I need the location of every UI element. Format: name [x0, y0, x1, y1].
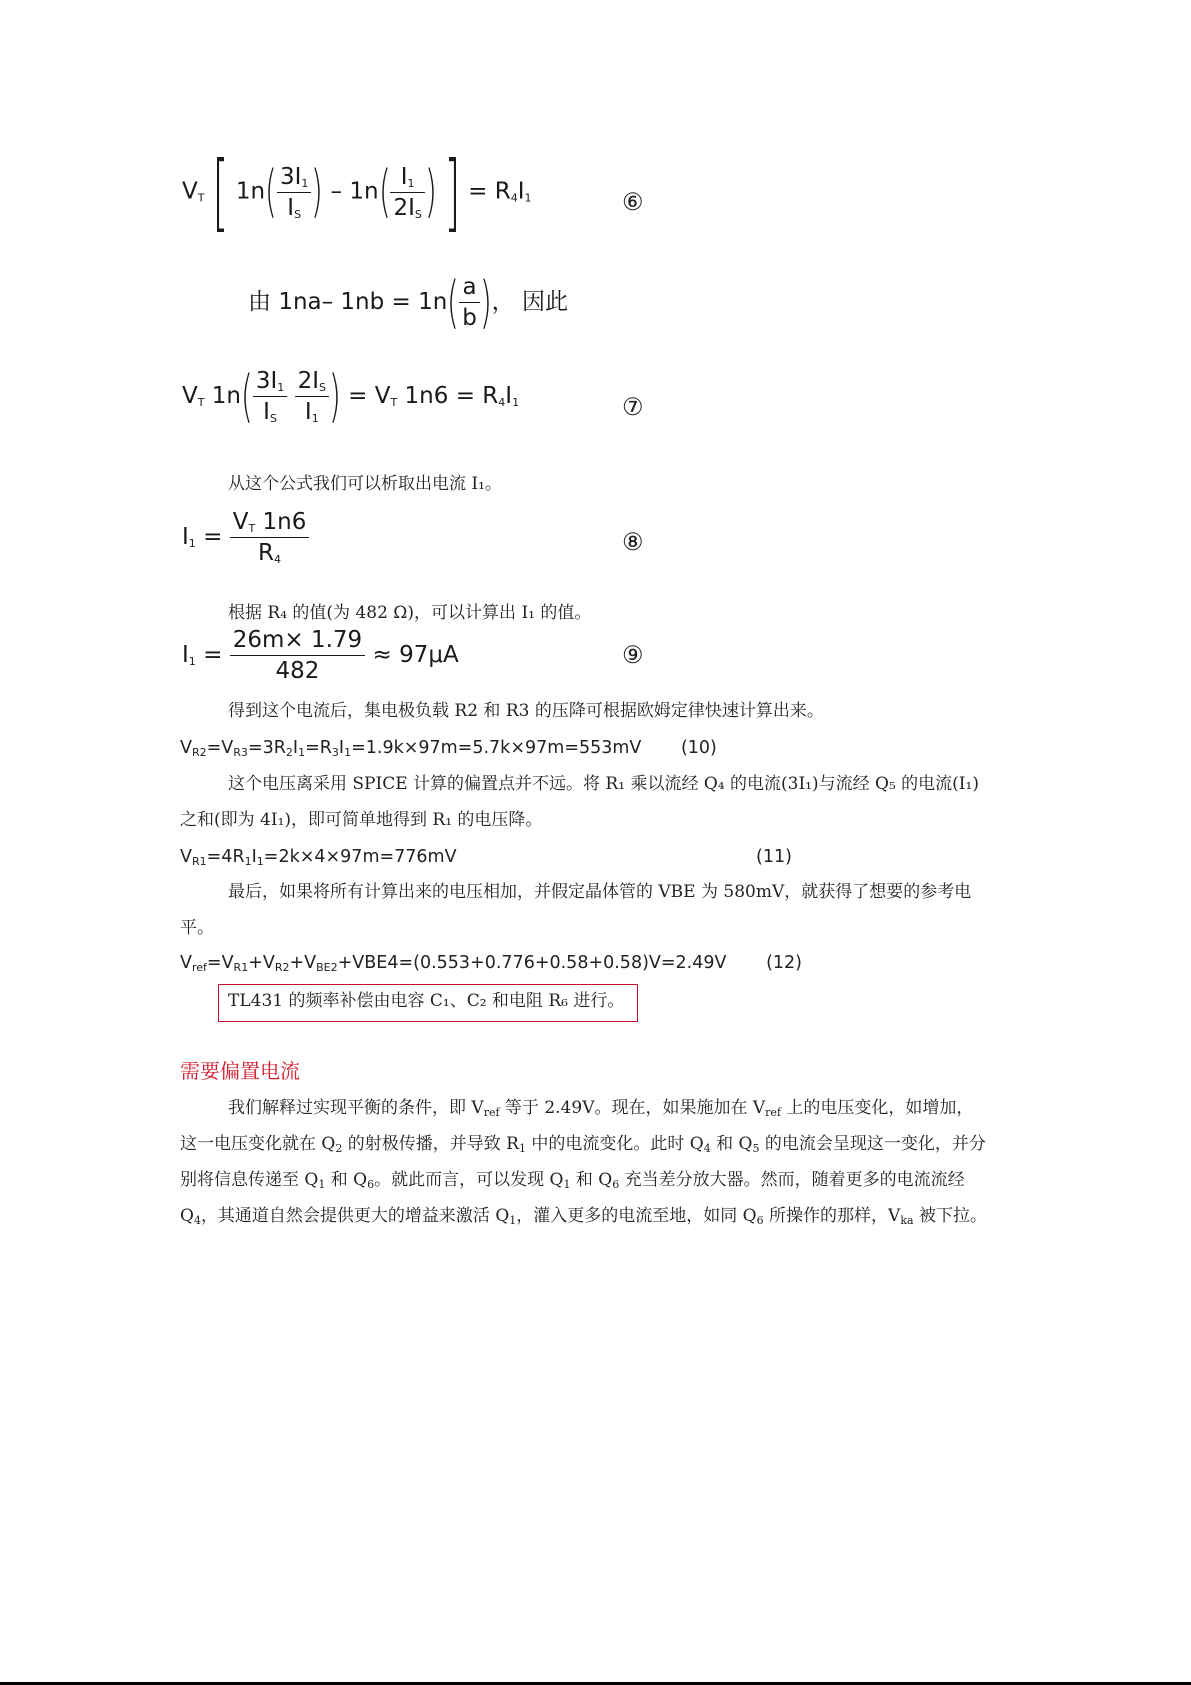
paragraph-bias-line3: 别将信息传递至 $Q_1$ 和 $Q_6$。就此而言，可以发现 $Q_1$ 和 $Q_6$ 充当差分放大器。然而，随着更多的电流流经 [180, 1170, 965, 1191]
equation-6-number: ⑥ [622, 188, 644, 216]
calculation-12 [180, 953, 802, 973]
paragraph-extract-current: 从这个公式我们可以析取出电流 I₁。 [228, 474, 502, 494]
paragraph-bias-line4: $Q_4$，其通道自然会提供更大的增益来激活 $Q_1$，灌入更多的电流至地，如同 $Q_6$ 所操作的那样，$V_{ka}$ 被下拉。 [180, 1206, 987, 1227]
calculation-11-expr: $V_{R1}=4R_1I_1=2k\times 4\times 97m=776mV$ [180, 847, 457, 868]
paragraph-collector-drop: 得到这个电流后，集电极负载 R2 和 R3 的压降可根据欧姆定律快速计算出来。 [228, 701, 824, 721]
section-heading: 需要偏置电流 [180, 1059, 300, 1083]
paragraph-r1-drop-line1: 这个电压离采用 SPICE 计算的偏置点并不远。将 R₁ 乘以流经 Q₄ 的电流(3I₁)与流经 Q₅ 的电流(I₁) [228, 774, 979, 794]
equation-7: $V_T$ 1n( $\frac{3I_1}{I_S}$ $\frac{2I_S}{I_1}$ ) = $V_T$ $1n6 = R_4I_1$ [182, 363, 520, 429]
calculation-12-expr: $V_{ref}=V_{R1}+V_{R2}+V_{BE2}+VBE4=(0.553+0.776+0.58+0.58)V=2.49V$ [180, 953, 727, 974]
paragraph-r4-value: 根据 R₄ 的值(为 482 Ω)，可以计算出 I₁ 的值。 [228, 603, 592, 623]
paragraph-sum-voltages-line1: 最后，如果将所有计算出来的电压相加，并假定晶体管的 VBE 为 580mV，就获得了想要的参考电 [228, 882, 972, 902]
calculation-10 [180, 738, 717, 758]
calculation-11-number: (11) [756, 847, 792, 867]
calculation-12-number: (12) [766, 953, 802, 973]
calculation-11 [180, 847, 457, 867]
equation-9-number: ⑨ [622, 641, 644, 669]
paragraph-bias-line2: 这一电压变化就在 $Q_2$ 的射极传播，并导致 $R_1$ 中的电流变化。此时 $Q_4$ 和 $Q_5$ 的电流会呈现这一变化，并分 [180, 1134, 986, 1155]
paragraph-bias-line1: 我们解释过实现平衡的条件，即 $V_{ref}$ 等于 2.49V。现在，如果施加在 $V_{ref}$ 上的电压变化，如增加， [228, 1098, 974, 1119]
paragraph-r1-drop-line2: 之和(即为 4I₁)，即可简单地得到 R₁ 的电压降。 [180, 810, 543, 830]
highlighted-note-text: TL431 的频率补偿由电容 C₁、C₂ 和电阻 R₆ 进行。 [228, 991, 625, 1011]
equation-8-number: ⑧ [622, 528, 644, 556]
calculation-10-expr: $V_{R2}=V_{R3}=3R_2I_1=R_3I_1=1.9k\times 97m=5.7k\times 97m=553mV$ [180, 738, 642, 759]
equation-6: $V_T$ [ 1n( $\frac{3I_1}{I_S}$ ) – 1n( $\frac{I_1}{2I_S}$ ) ] = $R_4I_1$ [182, 143, 532, 241]
highlighted-note-box [218, 984, 638, 1022]
equation-9: $I_1$ = $\frac{26m\times 1.79}{482}$ ≈ 97μA [182, 627, 459, 684]
equation-7-number: ⑦ [622, 393, 644, 421]
paragraph-sum-voltages-line2: 平。 [180, 918, 214, 938]
log-identity: 由 1na– 1nb = 1n( $\frac{a}{b}$ )， 因此 [248, 269, 568, 335]
equation-8: $I_1$ = $\frac{V_T 1n6}{R_4}$ [182, 507, 309, 568]
calculation-10-number: (10) [680, 738, 717, 758]
